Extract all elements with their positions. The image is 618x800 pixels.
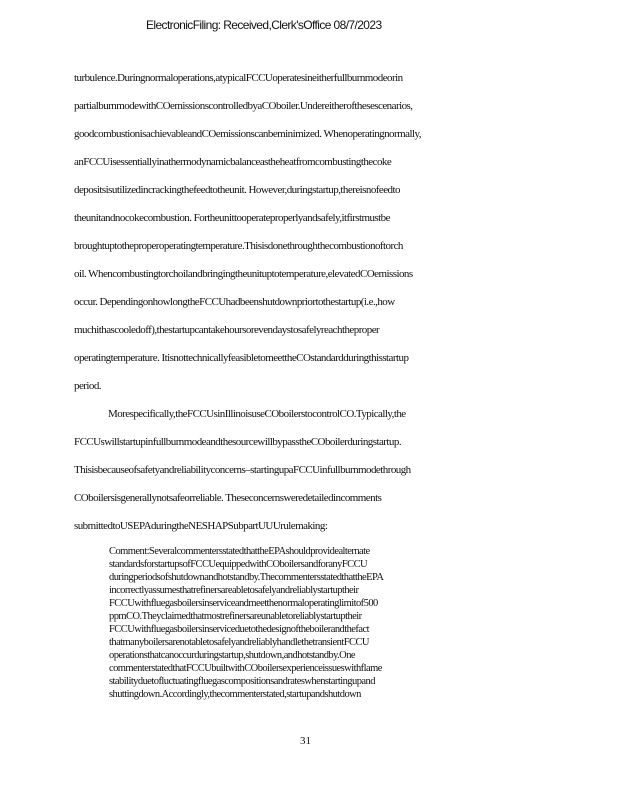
body-line: goodcombustionisachievableandCOemissionscanbeminimized. Whenoperatingnormally, xyxy=(74,128,421,140)
body-line: Thisisbecauseofsafetyandreliabilityconcerns–startingupaFCCUinfullburnmodethrough xyxy=(74,464,411,476)
body-line: turbulence.Duringnormaloperations,atypicalFCCUoperatesineitherfullburnmodeorin xyxy=(74,72,403,84)
body-line: operatingtemperature. ItisnottechnicallyfeasibletomeettheCOstandardduringthisstartup xyxy=(74,352,409,364)
body-line: partialburnmodewithCOemissionscontrolledbyaCOboiler.Undereitherofthesescenarios, xyxy=(74,100,413,112)
body-line: depositsisutilizedincrackingthefeedtotheunit. However,duringstartup,thereisnofeedto xyxy=(74,184,400,196)
block-quote-line: Comment:SeveralcommentersstatedthattheEPAshouldprovidealternate xyxy=(109,546,370,557)
body-line: occur. DependingonhowlongtheFCCUhadbeenshutdownpriortothestartup(i.e.,how xyxy=(74,296,395,308)
body-line: FCCUswillstartupinfullburnmodeandthesourcewillbypasstheCOboilerduringstartup. xyxy=(74,436,402,448)
block-quote-line: commenterstatedthatFCCUbuiltwithCOboilersexperienceissueswithflame xyxy=(109,663,382,674)
page-number: 31 xyxy=(300,735,311,747)
block-quote-line: operationsthatcanoccurduringstartup,shutdown,andhotstandby.One xyxy=(109,650,356,661)
block-quote-line: FCCUwithfluegasboilersinserviceandmeetthenormaloperatinglimitof500 xyxy=(109,598,378,609)
block-quote-line: shuttingdown.Accordingly,thecommenterstated,startupandshutdown xyxy=(109,689,361,700)
block-quote-line: standardsforstartupsofFCCUequippedwithCOboilersandforanyFCCU xyxy=(109,559,368,570)
body-line: submittedtoUSEPAduringtheNESHAPSubpartUUUrulemaking: xyxy=(74,520,328,532)
body-line: muchithascooledoff),thestartupcantakehoursorevendaystosafelyreachtheproper xyxy=(74,324,380,336)
body-line: period. xyxy=(74,380,102,392)
block-quote-line: incorrectlyassumesthatrefinersareabletosafelyandreliablystartuptheir xyxy=(109,585,359,596)
block-quote-line: stabilityduetofluctuatingfluegascompositionsandrateswhenstartingupand xyxy=(109,676,375,687)
body-line: COboilersisgenerallynotsafeorreliable. Theseconcernsweredetailedincomments xyxy=(74,492,382,504)
filing-header: ElectronicFiling: Received,Clerk'sOffice 08/7/2023 xyxy=(146,18,382,32)
block-quote-line: thatmanyboilersarenotabletosafelyandreliablyhandlethetransientFCCU xyxy=(109,637,369,648)
body-line: broughtuptotheproperoperatingtemperature.Thisisdonethroughthecombustionoftorch xyxy=(74,240,403,252)
body-line: theunitandnocokecombustion. Fortheunittooperateproperlyandsafely,itfirstmustbe xyxy=(74,212,390,224)
block-quote-line: duringperiodsofshutdownandhotstandby.ThecommentersstatedthattheEPA xyxy=(109,572,384,583)
body-line: oil. Whencombustingtorchoilandbringingtheunituptotemperature,elevatedCOemissions xyxy=(74,268,413,280)
block-quote-line: ppmCO.Theyclaimedthatmostrefinersareunabletoreliablystartuptheir xyxy=(109,611,362,622)
body-line: anFCCUisessentiallyinathermodynamicbalanceastheheatfromcombustingthecoke xyxy=(74,156,392,168)
body-line: Morespecifically,theFCCUsinIllinoisuseCOboilerstocontrolCO.Typically,the xyxy=(108,408,406,420)
block-quote-line: FCCUwithfluegasboilersinserviceduetothedesignoftheboilerandthefact xyxy=(109,624,369,635)
